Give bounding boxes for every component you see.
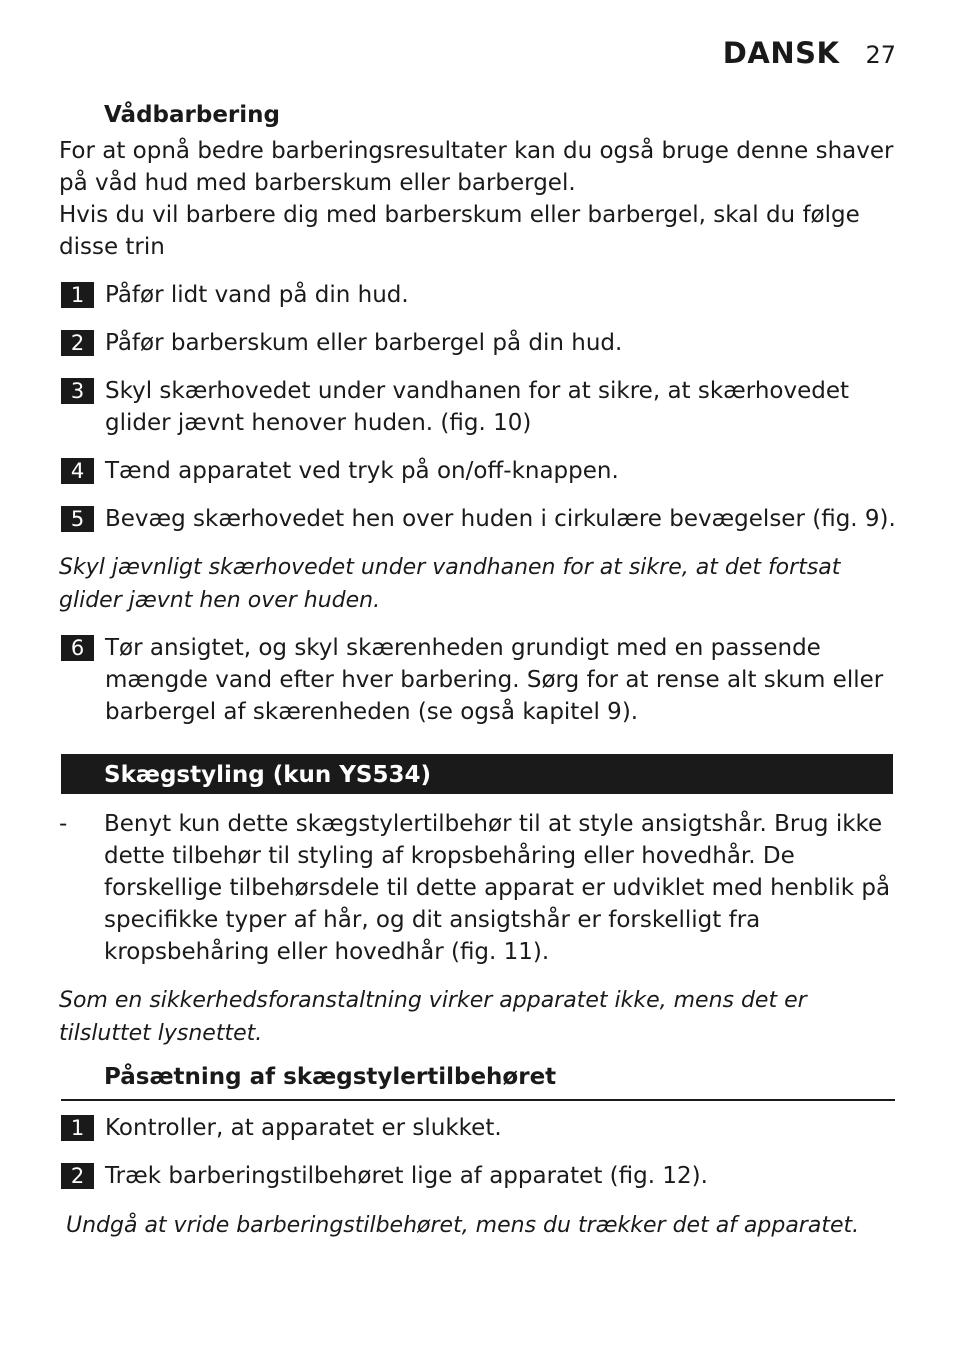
- rinse-note: Skyl jævnligt skærhovedet under vandhanen for at sikre, at det fortsat glider jævnt hen over huden.: [59, 555, 841, 613]
- safety-note: Som en sikkerhedsforanstaltning virker apparatet ikke, mens det er tilsluttet lysnettet.: [59, 988, 807, 1046]
- step-text: Skyl skærhovedet under vandhanen for at sikre, at skærhovedet glider jævnt henover huden. (fig. 10): [105, 378, 849, 436]
- step-text: Påfør lidt vand på din hud.: [105, 282, 409, 308]
- step-number: 2: [61, 1163, 94, 1189]
- step-6: [61, 632, 896, 728]
- section-banner-beard-styling: [61, 754, 893, 794]
- page-number: 27: [865, 41, 896, 69]
- step-number: 2: [61, 330, 94, 356]
- step-text: Træk barberingstilbehøret lige af apparatet (fig. 12).: [105, 1163, 708, 1189]
- page-header: [723, 36, 896, 70]
- step-5: [61, 503, 896, 535]
- step-text: Bevæg skærhovedet hen over huden i cirkulære bevægelser (fig. 9).: [105, 506, 896, 532]
- step-4: [61, 455, 896, 487]
- twist-warning-note: Undgå at vride barberingstilbehøret, mens du trækker det af apparatet.: [66, 1213, 860, 1238]
- step-3: [61, 375, 896, 439]
- step-number: 3: [61, 378, 94, 404]
- intro-text-2: Hvis du vil barbere dig med barberskum eller barbergel, skal du følge disse trin: [59, 202, 860, 260]
- step-number: 6: [61, 635, 94, 661]
- step-text: Kontroller, at apparatet er slukket.: [105, 1115, 502, 1141]
- bullet-dash: -: [59, 811, 68, 837]
- step-2: [61, 327, 896, 359]
- step-text: Tør ansigtet, og skyl skærenheden grundigt med en passende mængde vand efter hver barbering. Sørg for at rense alt skum eller barbergel af skærenheden (se også kapitel 9).: [105, 635, 884, 725]
- intro-paragraph: [59, 135, 899, 263]
- step-number: 5: [61, 506, 94, 532]
- intro-text-1: For at opnå bedre barberingsresultater kan du også bruge denne shaver på våd hud med barberskum eller barbergel.: [59, 138, 894, 196]
- section-divider: [61, 1099, 895, 1101]
- section-title-wet-shaving: Vådbarbering: [104, 102, 280, 128]
- step-number: 1: [61, 282, 94, 308]
- beard-styling-bullet: [59, 808, 899, 968]
- step-text: Påfør barberskum eller barbergel på din hud.: [105, 330, 623, 356]
- section-title-attaching: Påsætning af skægstylertilbehøret: [104, 1064, 557, 1090]
- language-label: DANSK: [722, 36, 840, 70]
- section-title-beard-styling: Skægstyling (kun YS534): [104, 762, 432, 788]
- step-1: [61, 279, 896, 311]
- step-number: 1: [61, 1115, 94, 1141]
- attach-step-2: [61, 1160, 896, 1192]
- step-number: 4: [61, 458, 94, 484]
- attach-step-1: [61, 1112, 896, 1144]
- bullet-text: Benyt kun dette skægstylertilbehør til at style ansigtshår. Brug ikke dette tilbehør til styling af kropsbehåring eller hovedhår. De forskellige tilbehørsdele til dette apparat er udviklet med henblik på specifikke typer af hår, og dit ansigtshår er forskelligt fra kropsbehåring eller hovedhår (fig. 11).: [104, 811, 891, 965]
- step-text: Tænd apparatet ved tryk på on/off-knappen.: [105, 458, 619, 484]
